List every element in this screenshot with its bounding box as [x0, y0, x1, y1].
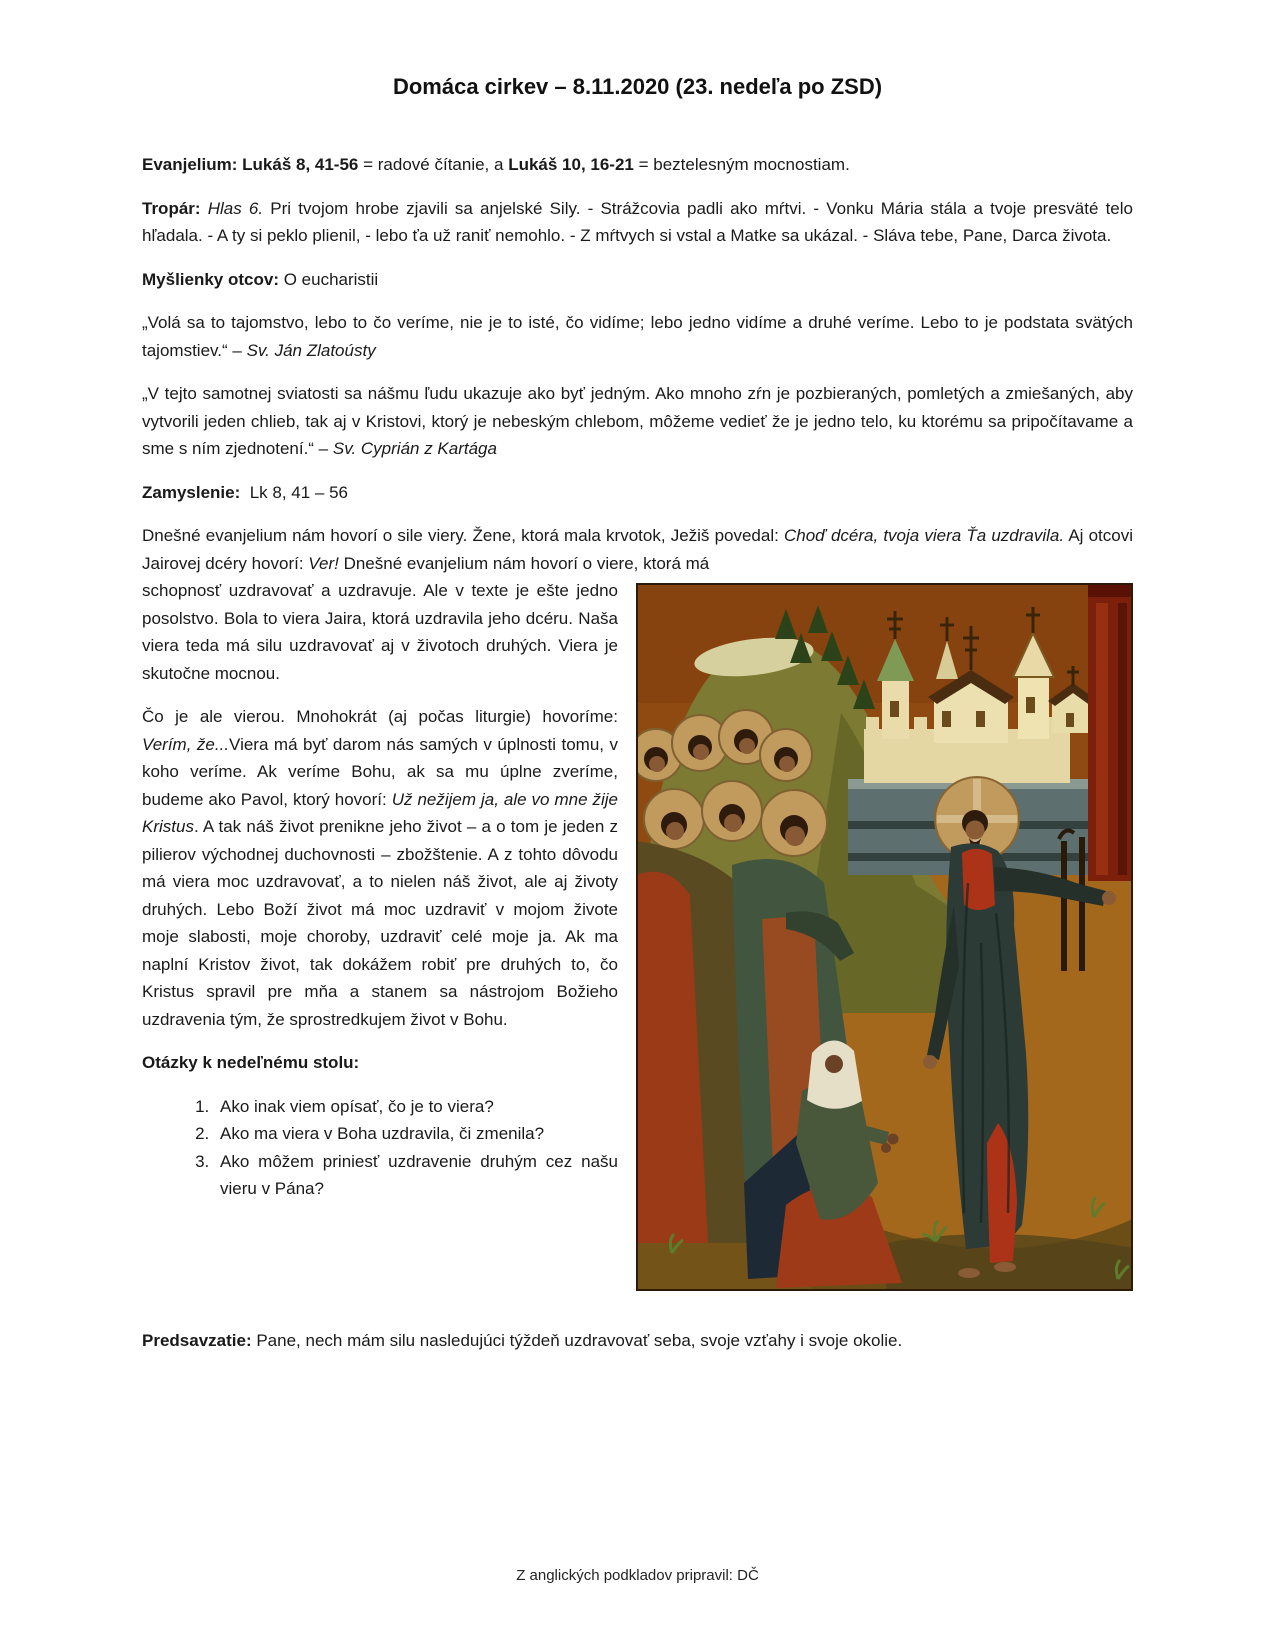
text-run: Lukáš 10, 16-21	[508, 155, 634, 174]
text-run: Choď dcéra, tvoja viera Ťa uzdravila.	[783, 526, 1065, 545]
text-run: Pri tvojom hrobe zjavili sa anjelské Sily. - Strážcovia padli ako mŕtvi. - Vonku Mária stála a tvoje presväté telo hľadala. - A ty si peklo plienil, - lebo ťa už raniť nemohlo. - Z mŕtvych si vstal a Matke sa ukázal. - Sláva tebe, Pane, Darca života.	[142, 198, 1133, 245]
text-run: Aj otcovi Jairovej dcéry hovorí:	[142, 526, 1133, 573]
text-run: Čo je ale vierou. Mnohokrát (aj počas liturgie) hovoríme:	[142, 707, 618, 726]
text-run: . A tak náš život prenikne jeho život – a o tom je jeden z pilierov východnej duchovnosti – zbožštenie. A z tohto dôvodu má viera moc uzdravovať, a to nielen náš život, ale aj životy druhých. Lebo Boží život má moc uzdraviť v mojom živote moje slabosti, moje choroby, uzdraviť celé moje ja. Ak ma naplní Kristov život, tak dokážem robiť pre druhých to, čo Kristus spravil pre mňa a stanem sa nástrojom Božieho uzdravenia tým, že sprostredkujem život v Bohu.	[142, 817, 618, 1029]
text-run: Hlas 6.	[207, 198, 264, 218]
christ-healing-icon-image	[636, 583, 1133, 1291]
text-run: Myšlienky otcov:	[142, 269, 284, 289]
paragraph-reflection-intro	[142, 522, 1133, 577]
text-run: Tropár:	[142, 198, 208, 218]
text-run: Zamyslenie:	[142, 482, 241, 502]
question-item-1: 1. Ako inak viem opísať, čo je to viera?	[214, 1093, 1133, 1121]
paragraph-quote-cyprian	[142, 380, 1133, 463]
paragraph-myslienky-otcov	[142, 266, 1133, 294]
text-run: O eucharistii	[283, 269, 379, 289]
text-run: = beztelesným mocnostiam.	[633, 155, 850, 174]
text-run: Verím, že...	[142, 734, 230, 754]
text-run: Dnešné evanjelium nám hovorí o viere, ktorá má	[338, 553, 710, 573]
text-run: Predsavzatie:	[142, 1331, 257, 1350]
text-run: Už nežijem ja, ale vo mne žije Kristus	[142, 789, 618, 836]
text-run: Dnešné evanjelium nám hovorí o sile viery. Žene, ktorá mala krvotok, Ježiš povedal:	[142, 526, 784, 545]
text-run: Sv. Cyprián z Kartága	[332, 439, 497, 458]
text-run: Evanjelium: Lukáš 8, 41-56	[142, 155, 359, 174]
text-run: Pane, nech mám silu nasledujúci týždeň uzdravovať seba, svoje vzťahy i svoje okolie.	[256, 1331, 903, 1350]
text-run: = radové čítanie, a	[358, 155, 509, 174]
page-footer: Z anglických podkladov pripravil: DČ	[516, 1567, 759, 1584]
paragraph-predsavzatie	[142, 1327, 1133, 1355]
text-run: Sv. Ján Zlatoústy	[246, 340, 376, 360]
paragraph-zamyslenie	[142, 479, 1133, 507]
page-title: Domáca cirkev – 8.11.2020 (23. nedeľa po ZSD)	[392, 74, 883, 99]
text-run: Viera má byť darom nás samých v úplnosti tomu, v koho veríme. Ak veríme Bohu, ak sa mu úplne zveríme, budeme ako Pavol, ktorý hovorí:	[142, 734, 618, 809]
question-item-3: 3. Ako môžem priniesť uzdravenie druhým cez našu vieru v Pána?	[214, 1148, 1133, 1203]
text-run: Lk 8, 41 – 56	[240, 482, 349, 502]
text-run: „V tejto samotnej sviatosti sa nášmu ľudu ukazuje ako byť jedným. Ako mnoho zŕn je pozbieraných, pomletých a zmiešaných, aby vytvorili jeden chlieb, tak aj v Kristovi, ktorý je nebeským chlebom, môžeme vedieť že je jedno telo, ku ktorému sa pripočítavame a sme s ním zjednotení.“ –	[142, 384, 1133, 458]
text-run: Ver!	[308, 553, 339, 573]
text-run: „Volá sa to tajomstvo, lebo to čo veríme, nie je to isté, čo vidíme; lebo jedno vidíme a druhé veríme. Lebo to je podstata svätých tajomstiev.“ –	[142, 313, 1133, 360]
icon-painting-svg	[636, 583, 1133, 1291]
question-item-2: 2. Ako ma viera v Boha uzdravila, či zmenila?	[214, 1120, 1133, 1148]
questions-heading: Otázky k nedeľnému stolu:	[142, 1053, 360, 1072]
paragraph-quote-zlatousty	[142, 309, 1133, 364]
paragraph-tropar	[142, 195, 1133, 250]
text-run: schopnosť uzdravovať a uzdravuje. Ale v texte je ešte jedno posolstvo. Bola to viera Jaira, ktorá uzdravila jeho dcéru. Naša viera teda má silu uzdravovať aj v životoch druhých. Viera je skutočne mocnou.	[142, 581, 618, 683]
icon-red-column	[1088, 583, 1133, 881]
paragraph-evanjelium	[142, 151, 1133, 179]
